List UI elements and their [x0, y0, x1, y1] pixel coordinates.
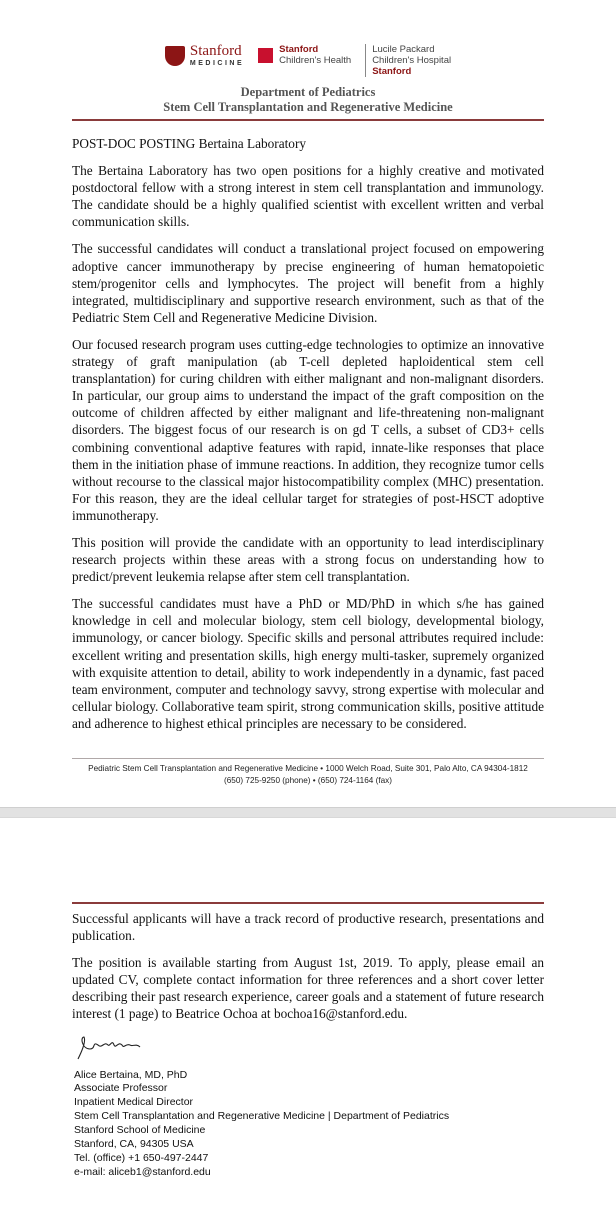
- header-rule: [72, 119, 544, 121]
- page-2: [0, 818, 616, 1211]
- paragraph: This position will provide the candidate with an opportunity to lead interdisciplinary research projects within these areas with a strong focus on understanding how to predict/prevent leukemia relapse after stem cell transplantation.: [72, 534, 544, 585]
- footer-address: Pediatric Stem Cell Transplantation and Regenerative Medicine • 1000 Welch Road, Suite 301, Palo Alto, CA 94304-1812: [88, 764, 528, 773]
- paragraph: Our focused research program uses cutting-edge technologies to optimize an innovative strategy of graft manipulation (ab T-cell depleted haploidentical stem cell transplantation) for curing children with either malignant and non-malignant disorders. In particular, our group aims to understand the impact of the graft composition on the outcome of children affected by either malignant and life-threatening non-malignant disorders. The biggest focus of our research is on gd T cells, a subset of CD3+ cells combining conventional adaptive features with rapid, innate-like responses that place them in the initiation phase of immune reactions. In addition, they recognize tumor cells without recourse to the classical major histocompatibility complex (MHC) presentation. For this reason, they are the ideal cellular target for strategies of post-HSCT adoptive immunotherapy.: [72, 336, 544, 523]
- paragraph: The position is available starting from August 1st, 2019. To apply, please email an updated CV, complete contact information for three references and a short cover letter describing their past research experience, career goals and a statement of future research interest (1 page) to Beatrice Ochoa at bochoa16@stanford.edu.: [72, 955, 544, 1022]
- signature-image: [74, 1033, 154, 1063]
- header-logos: [72, 44, 544, 80]
- footer-phone: (650) 725-9250 (phone) • (650) 724-1164 (fax): [224, 776, 392, 785]
- paragraph: The Bertaina Laboratory has two open positions for a highly creative and motivated postdoctoral fellow with a strong interest in stem cell transplantation and immunology. The candidate should be a highly qualified scientist with excellent written and verbal communication skills.: [72, 163, 544, 230]
- stanford-medicine-logo: Stanford MEDICINE: [165, 44, 244, 68]
- stanford-shield-icon: [165, 46, 185, 66]
- posting-title: POST-DOC POSTING Bertaina Laboratory: [72, 136, 307, 151]
- paragraph: The successful candidates must have a PhD or MD/PhD in which s/he has gained knowledge in cell and molecular biology, stem cell biology, developmental biology, immunology, or cancer biology. Specific skills and personal attributes required include: excellent writing and presentation skills, high energy multi-tasker, supremely organized with exquisite attention to detail, ability to work independently in a dynamic, fast paced team environment, computer and technology savvy, strong expertise with molecular and cellular biology. Collaborative team spirit, strong communication skills, positive attitude and adherence to highest ethical principles are necessary to be considered.: [72, 596, 544, 731]
- header-rule: [72, 902, 544, 904]
- paragraph: Successful applicants will have a track record of productive research, presentations and publication.: [72, 911, 544, 944]
- page-break: [0, 807, 616, 818]
- childrens-health-icon: [258, 48, 273, 63]
- lucile-packard-logo: Lucile Packard Children's Hospital Stanford: [365, 44, 451, 77]
- footer-rule: [72, 758, 544, 759]
- signature-block: Alice Bertaina, MD, PhD Associate Professor Inpatient Medical Director Stem Cell Transplantation and Regenerative Medicine | Department of Pediatrics Stanford School of Medicine Stanford, CA, 94305 USA Tel. (office) +1 650-497-2447 e-mail: aliceb1@stanford.edu: [74, 1069, 544, 1180]
- paragraph: The successful candidates will conduct a translational project focused on empowering adoptive cancer immunotherapy by precise engineering of human hematopoietic stem/progenitor cells and lymphocytes. The project will benefit from a highly integrated, multidisciplinary and supportive research environment, such as that of the Pediatric Stem Cell and Regenerative Medicine Division.: [72, 241, 544, 325]
- division-heading: Stem Cell Transplantation and Regenerative Medicine: [163, 100, 453, 114]
- stanford-childrens-health-logo: Stanford Children's Health: [258, 44, 351, 66]
- department-heading: Department of Pediatrics: [240, 85, 376, 99]
- email-link[interactable]: e-mail: aliceb1@stanford.edu: [74, 1165, 211, 1178]
